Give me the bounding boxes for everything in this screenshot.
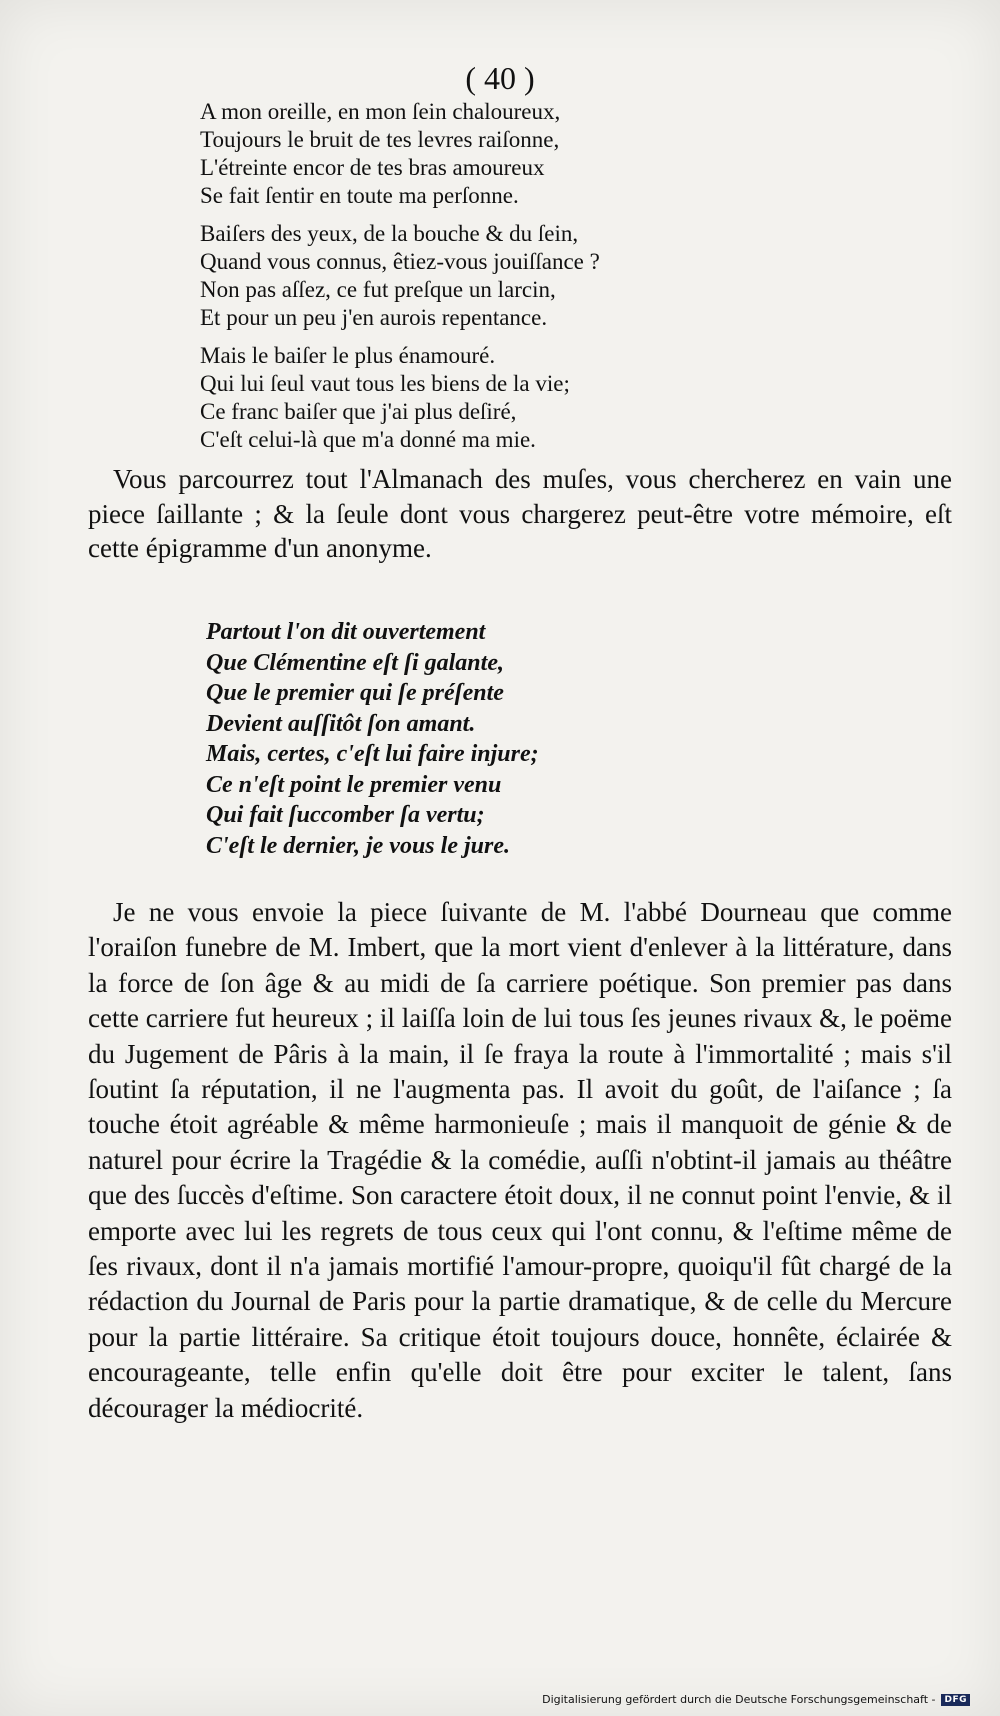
poem-line: Et pour un peu j'en aurois repentance. xyxy=(200,305,548,330)
digitization-footer xyxy=(542,1693,970,1706)
epigram-line: Que Clémentine eſt ſi galante, xyxy=(206,649,504,676)
poem-line: Mais le baiſer le plus énamouré. xyxy=(200,343,496,368)
epigram-line: Qui fait ſuccomber ſa vertu; xyxy=(206,802,485,828)
poem-line: Non pas aſſez, ce fut preſque un larcin, xyxy=(200,277,556,302)
poem-line: Ce franc baiſer que j'ai plus deſiré, xyxy=(200,399,517,424)
poem-line: Quand vous connus, êtiez-vous jouiſſance ? xyxy=(200,249,600,274)
poem-line: L'étreinte encor de tes bras amoureux xyxy=(200,155,545,180)
dfg-logo: DFG xyxy=(941,1694,970,1706)
paragraph-almanach: Vous parcourrez tout l'Almanach des muſes, vous chercherez en vain une piece ſaillante ; & la ſeule dont vous chargerez peut-être votre mémoire, eſt cette épigramme d'un anonyme. xyxy=(88,464,952,563)
epigram-line: Ce n'eſt point le premier venu xyxy=(206,771,502,798)
footer-text: Digitalisierung gefördert durch die Deutsche Forschungsgemeinschaft - xyxy=(542,1693,936,1706)
poem-line: Se fait ſentir en toute ma perſonne. xyxy=(200,183,519,208)
poem-stanza-2 xyxy=(200,220,840,332)
epigram-line: C'eſt le dernier, je vous le jure. xyxy=(206,832,510,859)
paragraph-imbert: Je ne vous envoie la piece ſuivante de M. l'abbé Dourneau que comme l'oraiſon funebre de M. Imbert, que la mort vient d'enlever à la littérature, dans la force de ſon âge & au midi de ſa carriere poétique. Son premier pas dans cette carriere fut heureux ; il laiſſa loin de lui tous ſes jeunes rivaux &, le poëme du Jugement de Pâris à la main, il ſe fraya la route à l'immortalité ; mais s'il ſoutint ſa réputation, il ne l'augmenta pas. Il avoit du goût, de l'aiſance ; ſa touche étoit agréable & même harmonieuſe ; mais il manquoit de génie & de naturel pour écrire la Tragédie & la comédie, auſſi n'obtint-il jamais au théâtre que des ſuccès d'eſtime. Son caractere étoit doux, il ne connut point l'envie, & il emporte avec lui les regrets de tous ceux qui l'ont connu, & l'eſtime même de ſes rivaux, dont il n'a jamais mortifié l'amour-propre, quoiqu'il fût chargé de la rédaction du Journal de Paris pour la partie dramatique, & de celle du Mercure pour la partie littéraire. Sa critique étoit toujours douce, honnête, éclairée & encourageante, telle enfin qu'elle doit être pour exciter le talent, ſans décourager la médiocrité. xyxy=(88,897,952,1423)
poem-line: Toujours le bruit de tes levres raiſonne, xyxy=(200,127,560,152)
poem-stanza-3 xyxy=(200,342,840,454)
page-number: ( 40 ) xyxy=(465,60,535,96)
epigram-line: Mais, certes, c'eſt lui faire injure; xyxy=(206,741,539,767)
poem-stanza-1 xyxy=(200,98,840,210)
poem-line: Qui lui ſeul vaut tous les biens de la vie; xyxy=(200,371,570,396)
poem-line: A mon oreille, en mon ſein chaloureux, xyxy=(200,99,561,124)
poem-line: Baiſers des yeux, de la bouche & du ſein, xyxy=(200,221,579,246)
epigram-line: Devient auſſitôt ſon amant. xyxy=(206,710,476,737)
epigram-line: Partout l'on dit ouvertement xyxy=(206,619,486,645)
epigram xyxy=(206,617,806,861)
poem-line: C'eſt celui-là que m'a donné ma mie. xyxy=(200,427,536,452)
epigram-line: Que le premier qui ſe préſente xyxy=(206,680,504,706)
